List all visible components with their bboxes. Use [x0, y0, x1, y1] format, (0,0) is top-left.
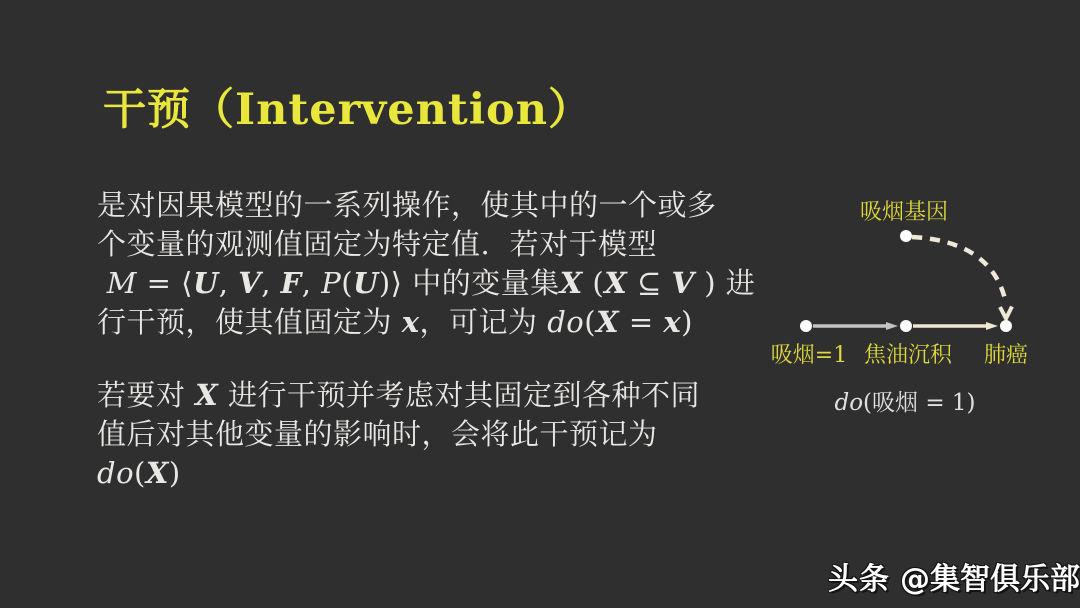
text-segment: 值后对其他变量的影响时，会将此干预记为: [97, 417, 658, 451]
text-segment: (: [341, 266, 354, 300]
text-segment: ，可记为: [419, 305, 548, 339]
edge-gene-cancer-arrowhead-icon: [1000, 307, 1012, 319]
text-segment: V: [238, 266, 262, 300]
diagram-caption-do: do: [834, 390, 864, 416]
text-segment: 是对因果模型的一系列操作，使其中的一个或多: [97, 188, 717, 222]
paragraph-line: [97, 376, 787, 415]
text-segment: ,: [261, 266, 281, 300]
node-tar-deposit: [900, 320, 912, 332]
paragraph-line: [97, 225, 787, 264]
text-segment: X: [596, 305, 620, 339]
text-segment: X: [195, 378, 219, 412]
edge-gene-cancer-dashed-arc: [912, 237, 1005, 299]
text-segment: ,: [301, 266, 322, 300]
paragraph-line: [97, 415, 787, 454]
paragraph-2: [97, 376, 787, 493]
text-segment: V: [671, 266, 695, 300]
text-segment: 进行干预并考虑对其固定到各种不同: [218, 378, 700, 412]
paragraph-line: [97, 264, 787, 303]
diagram-caption: [834, 390, 975, 416]
text-segment: )⟩ 中的变量集: [378, 266, 560, 300]
slide-title: 干预（Intervention）: [103, 85, 592, 135]
node-smoking-gene: [900, 230, 912, 242]
node-smoking: [800, 320, 812, 332]
text-segment: (: [584, 305, 597, 339]
text-segment: X: [604, 266, 628, 300]
paragraph-line: [97, 454, 787, 493]
text-segment: (: [582, 266, 605, 300]
causal-diagram: [770, 190, 1070, 425]
text-segment: =: [619, 305, 664, 339]
text-segment: F: [280, 266, 302, 300]
node-lung-cancer: [1000, 320, 1012, 332]
node-label-smoking-gene: 吸烟基因: [859, 200, 949, 225]
text-segment: do: [97, 456, 135, 490]
text-segment: = ⟨: [136, 266, 193, 300]
watermark: [828, 554, 1080, 598]
text-segment: x: [401, 305, 420, 339]
text-segment: M: [106, 266, 137, 300]
text-segment: ,: [218, 266, 239, 300]
node-label-lung-cancer: 肺癌: [983, 343, 1029, 368]
node-label-smoking: 吸烟=1: [770, 343, 848, 368]
text-segment: X: [559, 266, 583, 300]
text-segment: U: [192, 266, 219, 300]
text-segment: [97, 266, 107, 300]
text-segment: 行干预，使其值固定为: [97, 305, 402, 339]
text-segment: X: [145, 456, 169, 490]
text-segment: ): [168, 456, 181, 490]
text-segment: 个变量的观测值固定为特定值. 若对于模型: [97, 227, 658, 261]
paragraph-1: [97, 186, 787, 342]
text-segment: P: [321, 266, 342, 300]
text-segment: U: [353, 266, 379, 300]
text-segment: x: [663, 305, 682, 339]
text-segment: 若要对: [97, 378, 196, 412]
paragraph-line: [97, 186, 787, 225]
text-segment: ⊆: [627, 266, 672, 300]
body-text: [97, 186, 787, 493]
text-segment: ) 进: [694, 266, 756, 300]
text-segment: do: [547, 305, 585, 339]
text-segment: (: [134, 456, 146, 490]
diagram-caption-rest: (吸烟 = 1): [863, 390, 976, 416]
node-label-tar-deposit: 焦油沉积: [863, 343, 953, 368]
watermark-brand-logo: 头条: [828, 562, 890, 597]
text-segment: ): [681, 305, 693, 339]
paragraph-line: [97, 303, 787, 342]
watermark-handle: @集智俱乐部: [900, 562, 1080, 597]
